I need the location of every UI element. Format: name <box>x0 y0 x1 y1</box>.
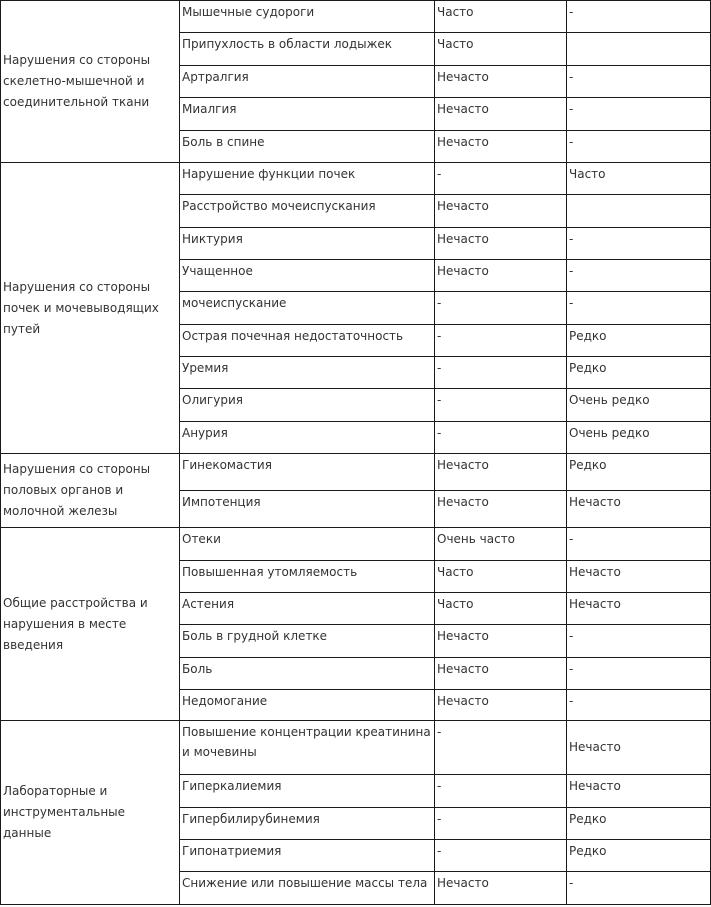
frequency-b: - <box>567 131 711 163</box>
frequency-a: Нечасто <box>435 260 567 292</box>
organ-class-cell: Нарушения со стороны половых органов и молочной железы <box>1 454 180 528</box>
frequency-a: Нечасто <box>435 491 567 528</box>
frequency-a: Нечасто <box>435 872 567 905</box>
frequency-a: Нечасто <box>435 658 567 690</box>
frequency-a: - <box>435 357 567 389</box>
reaction-term: Припухлость в области лодыжек <box>180 33 435 66</box>
frequency-a: - <box>435 775 567 808</box>
reaction-term: Гиперкалиемия <box>180 775 435 808</box>
frequency-b: Редко <box>567 454 711 491</box>
frequency-a: Нечасто <box>435 454 567 491</box>
frequency-b: - <box>567 292 711 325</box>
frequency-b: - <box>567 260 711 292</box>
table-row <box>1 163 711 195</box>
table-row <box>1 1 711 33</box>
frequency-a: Нечасто <box>435 625 567 658</box>
frequency-b: Редко <box>567 808 711 840</box>
frequency-b: Очень редко <box>567 389 711 422</box>
organ-class-cell: Лабораторные и инструментальные данные <box>1 721 180 905</box>
reaction-term: Анурия <box>180 422 435 454</box>
reaction-term: Никтурия <box>180 228 435 260</box>
reaction-term: Гипонатриемия <box>180 840 435 872</box>
table-body <box>1 1 711 905</box>
frequency-b: Нечасто <box>567 775 711 808</box>
reaction-term: Астения <box>180 593 435 625</box>
frequency-a: Часто <box>435 33 567 66</box>
frequency-b: Нечасто <box>567 491 711 528</box>
frequency-b: - <box>567 690 711 721</box>
reaction-term: Острая почечная недостаточность <box>180 325 435 357</box>
reaction-term: Гипербилирубинемия <box>180 808 435 840</box>
frequency-b: Нечасто <box>567 721 711 775</box>
reaction-term: Миалгия <box>180 98 435 131</box>
frequency-b: - <box>567 66 711 98</box>
frequency-b: - <box>567 528 711 561</box>
frequency-a: - <box>435 389 567 422</box>
frequency-a: - <box>435 808 567 840</box>
frequency-a: Нечасто <box>435 690 567 721</box>
frequency-b <box>567 33 711 66</box>
reaction-term: Гинекомастия <box>180 454 435 491</box>
frequency-a: - <box>435 721 567 775</box>
frequency-b: - <box>567 98 711 131</box>
frequency-a: - <box>435 325 567 357</box>
reaction-term: Нарушение функции почек <box>180 163 435 195</box>
frequency-a: Нечасто <box>435 66 567 98</box>
frequency-b: - <box>567 1 711 33</box>
reaction-term: Мышечные судороги <box>180 1 435 33</box>
frequency-b: Редко <box>567 325 711 357</box>
frequency-a: Очень часто <box>435 528 567 561</box>
reaction-term: Учащенное <box>180 260 435 292</box>
frequency-b: Редко <box>567 357 711 389</box>
organ-class-cell: Нарушения со стороны почек и мочевыводящих путей <box>1 163 180 454</box>
frequency-a: Нечасто <box>435 195 567 228</box>
frequency-b: Очень редко <box>567 422 711 454</box>
frequency-b: - <box>567 228 711 260</box>
frequency-b: - <box>567 872 711 905</box>
frequency-a: - <box>435 422 567 454</box>
reaction-term: Боль в грудной клетке <box>180 625 435 658</box>
organ-class-cell: Общие расстройства и нарушения в месте введения <box>1 528 180 721</box>
reaction-term: Боль в спине <box>180 131 435 163</box>
frequency-a: Часто <box>435 593 567 625</box>
frequency-b: Нечасто <box>567 561 711 593</box>
frequency-a: Нечасто <box>435 228 567 260</box>
frequency-b: - <box>567 658 711 690</box>
reaction-term: Снижение или повышение массы тела <box>180 872 435 905</box>
reaction-term: Боль <box>180 658 435 690</box>
reaction-term: Повышение концентрации креатинина и мочевины <box>180 721 435 775</box>
table-row <box>1 454 711 491</box>
frequency-b: Часто <box>567 163 711 195</box>
reaction-term: Повышенная утомляемость <box>180 561 435 593</box>
frequency-b: Редко <box>567 840 711 872</box>
frequency-a: Нечасто <box>435 98 567 131</box>
frequency-a: - <box>435 292 567 325</box>
frequency-a: Часто <box>435 561 567 593</box>
reaction-term: Артралгия <box>180 66 435 98</box>
frequency-b: - <box>567 625 711 658</box>
frequency-a: - <box>435 163 567 195</box>
reaction-term: мочеиспускание <box>180 292 435 325</box>
reaction-term: Олигурия <box>180 389 435 422</box>
reaction-term: Уремия <box>180 357 435 389</box>
frequency-a: Часто <box>435 1 567 33</box>
reaction-term: Импотенция <box>180 491 435 528</box>
reaction-term: Расстройство мочеиспускания <box>180 195 435 228</box>
frequency-a: Нечасто <box>435 131 567 163</box>
table-row <box>1 721 711 775</box>
frequency-b: Нечасто <box>567 593 711 625</box>
reaction-term: Недомогание <box>180 690 435 721</box>
table-row <box>1 528 711 561</box>
frequency-b <box>567 195 711 228</box>
organ-class-cell: Нарушения со стороны скелетно-мышечной и соединительной ткани <box>1 1 180 163</box>
reaction-term: Отеки <box>180 528 435 561</box>
frequency-a: - <box>435 840 567 872</box>
